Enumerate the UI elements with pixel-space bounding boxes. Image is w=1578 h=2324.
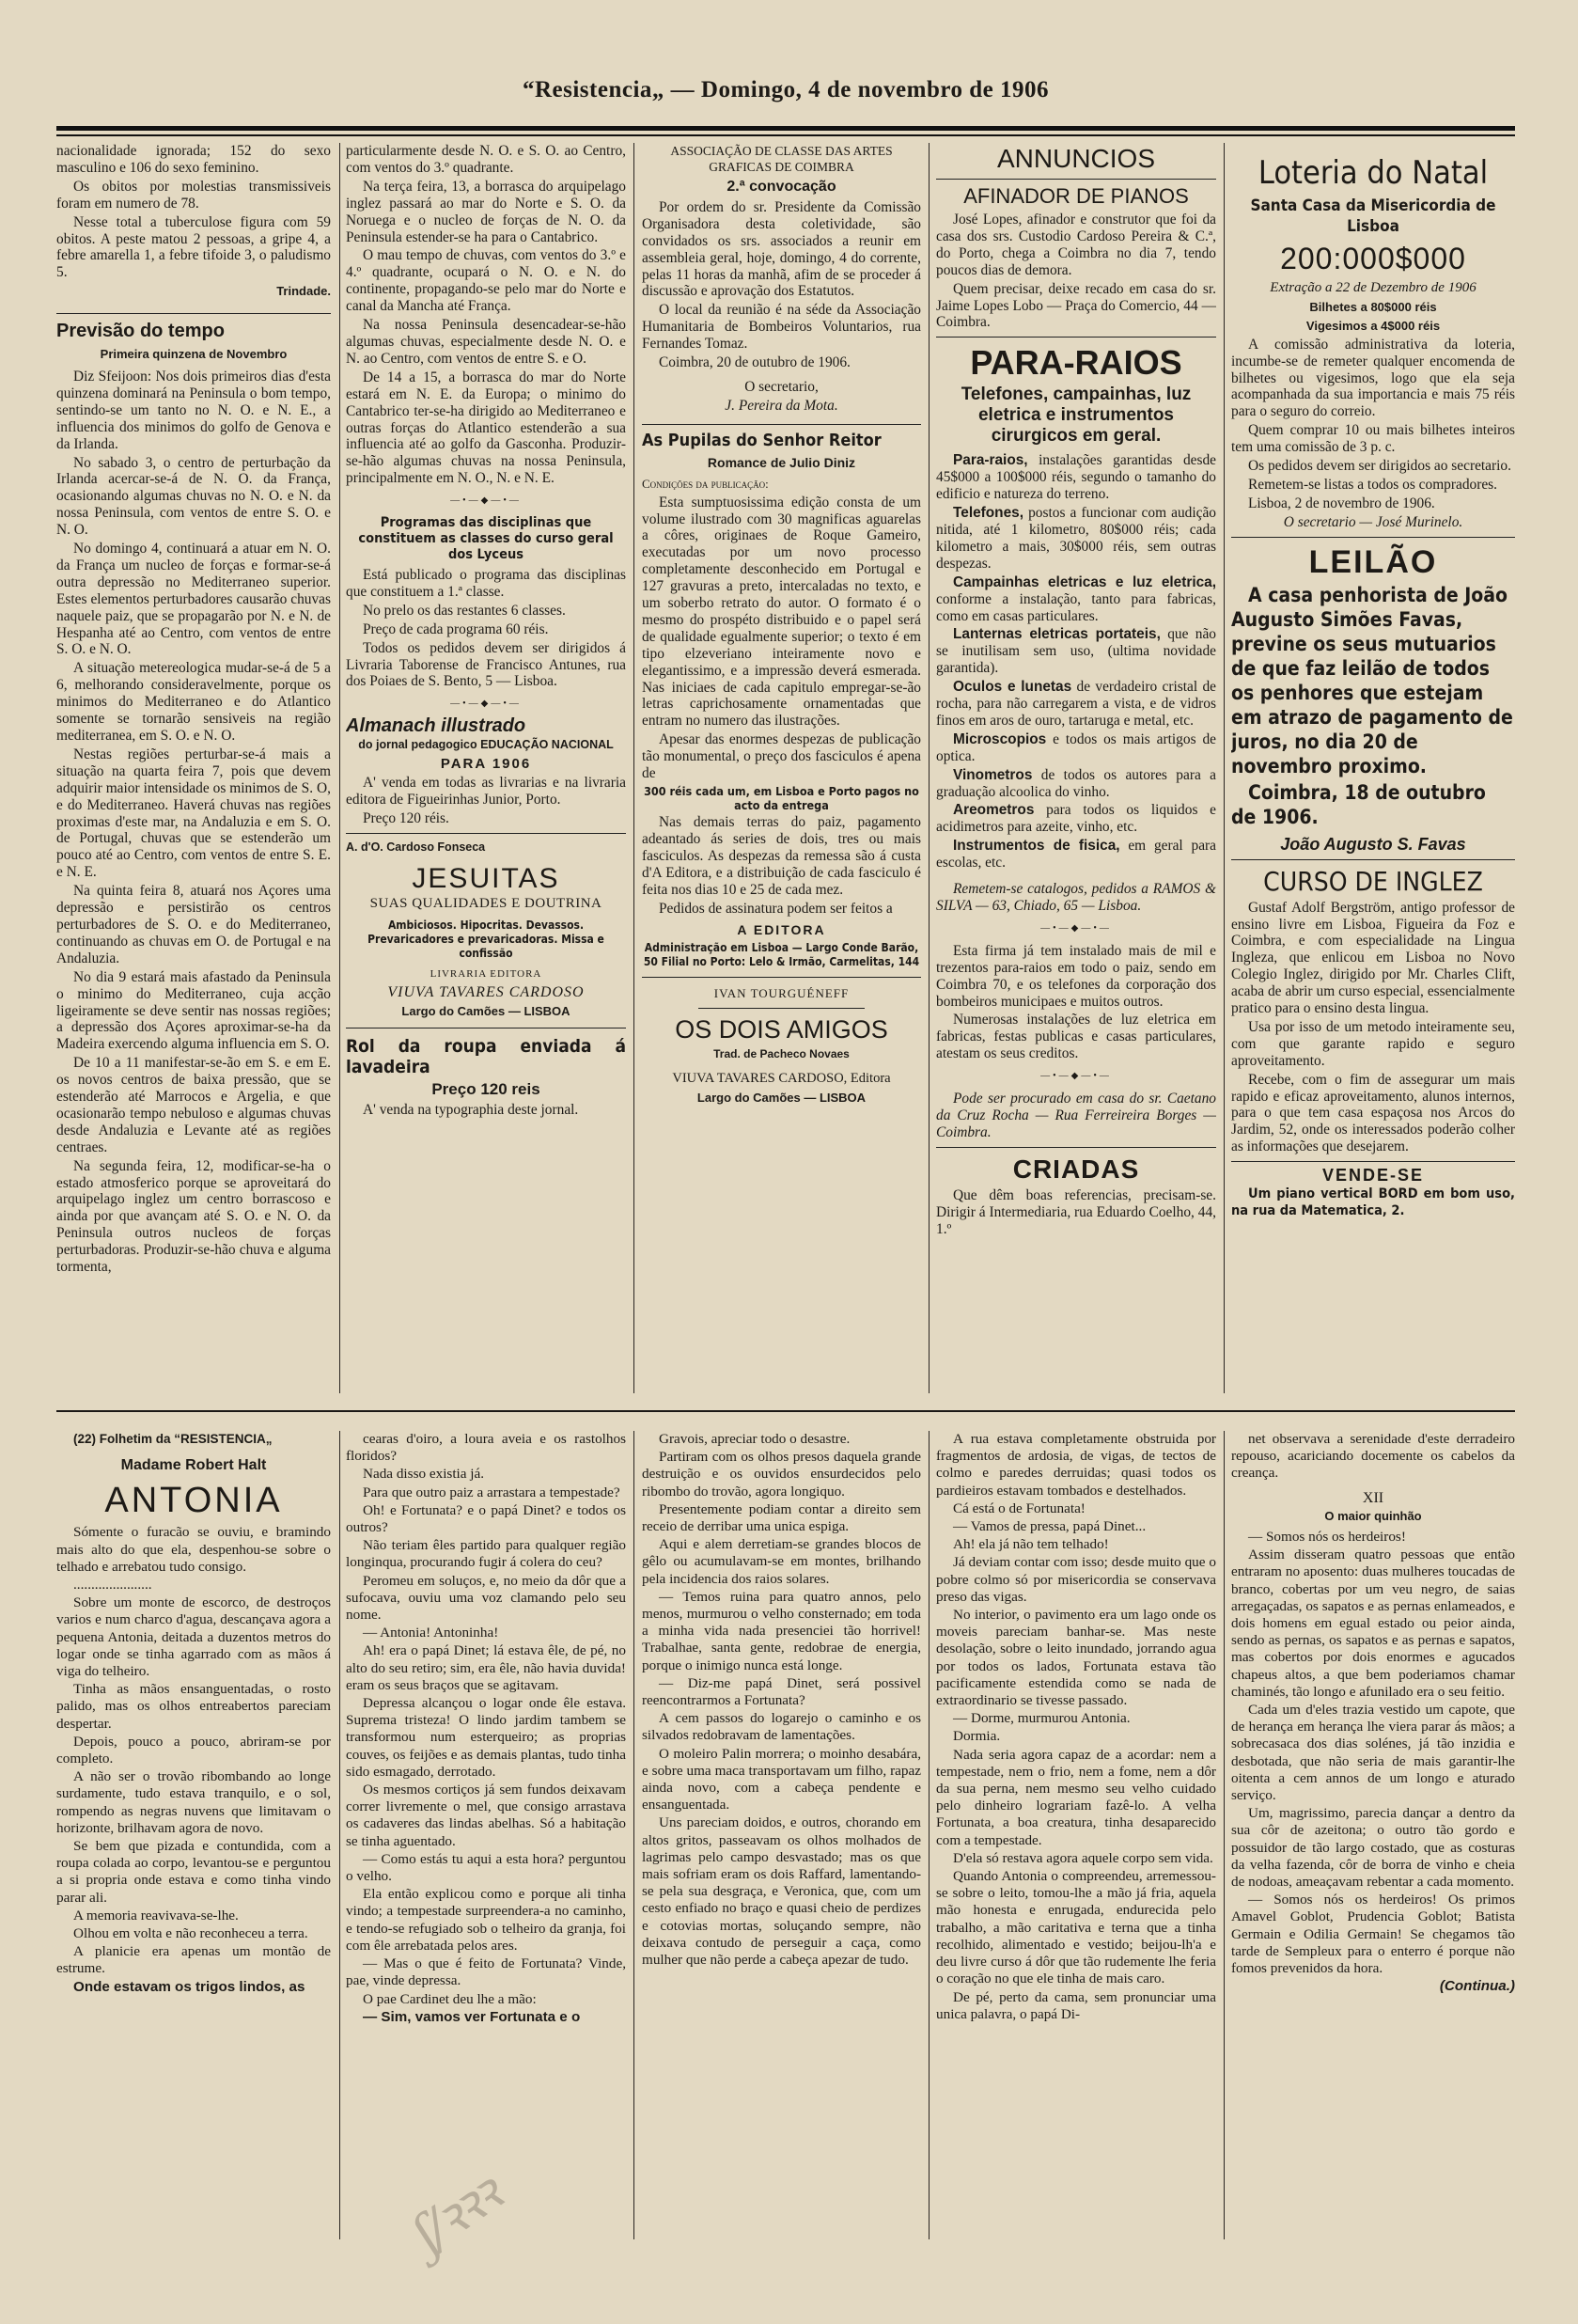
pararaios-title: PARA-RAIOS [970, 343, 1182, 383]
assoc-paragraph: Coimbra, 20 de outubro de 1906. [659, 354, 851, 371]
vende-text: Um piano vertical BORD em bom uso, na rua da Matematica, 2. [1231, 1186, 1515, 1218]
folhetim-label [56, 1431, 331, 1448]
assoc-secretary: O secretario, [744, 378, 819, 395]
folhetim-paragraph: Tinha as mãos ensanguentadas, o rosto palido, mas os olhos entreabertos pareciam despertar. [56, 1681, 331, 1732]
forecast-paragraph: A situação metereologica mudar-se-á de 5 a 6, melhorando consideravelmente, porque os minimos do Mediterraneo e do Atlantico somente se tornarão sensiveis na região mediterranea, em S. O. e N. O. [56, 660, 331, 744]
column-divider [339, 1431, 340, 2239]
curso-paragraph: Gustaf Adolf Bergström, antigo professor de ensino livre em Lisboa, Figueira da Foz e Coimbra, e com especialidade na Lingua Ingleza, que enlicou em Lisboa no Novo Colegio Inglez, dirigido por Mr. Charles Clift, acaba de abrir um curso especial, essencialmente pratico para o ensino desta lingua. [1231, 899, 1515, 1017]
assoc-paragraph: Por ordem do sr. Presidente da Comissão Organisadora desta coletividade, são convidados os srs. associados a reunir em assembleia geral, hoje, domingo, 4 do corrente, pelas 11 horas da manhã, afim de se proceder á discussão e aprovação dos Estatutos. [642, 198, 921, 300]
chapter-title: O maior quinhão [1324, 1508, 1422, 1523]
folhetim-paragraph: A cem passos do logarejo o caminho e os silvados redobravam de lamentações. [642, 1710, 921, 1744]
item-value: para todos os liquidos e acidimetros para azeite, vinho, etc. [936, 802, 1216, 836]
item-key: Telefones, [953, 505, 1023, 522]
item-value: em geral para escolas, etc. [936, 838, 1216, 872]
divider [56, 313, 331, 314]
folhetim-paragraph: Aqui e alem derretiam-se grandes blocos de gêlo ou acumulavam-se em montes, brilhando pela incidencia dos raios solares. [642, 1536, 921, 1587]
leilao-title: LEILÃO [1308, 543, 1438, 580]
santa-casa: Santa Casa da Misericordia de Lisboa [1250, 196, 1496, 236]
folhetim-paragraph: Olhou em volta e não reconheceu a terra. [73, 1925, 308, 1942]
amigos-title: OS DOIS AMIGOS [675, 1015, 888, 1044]
jesuitas-tags: Ambiciosos. Hipocritas. Devassos. Prevaricadores e prevaricadoras. Missa e confissão [367, 918, 604, 960]
forecast-paragraph: O mau tempo de chuvas, com ventos do 3.º e 4.º quadrante, ocupará o N. O. e N. do continente, propagando-se pelo mar do Norte e canal da Mancha até França. [346, 247, 626, 315]
forecast-paragraph: Na segunda feira, 12, modificar-se-ha o estado atmosferico porque se aproveitará do arquipelago inglez um centro borrascoso e ainda por que avançam até S. O. e N. O. da Peninsula outros nucleos de forças perturbadoras. Produzir-se-hão chuva e alguma tormenta, [56, 1157, 331, 1276]
pupilas-paragraph: Apesar das enormes despezas de publicação tão monumental, o preço dos fasciculos é apena de [642, 731, 921, 782]
afinador-title: AFINADOR DE PIANOS [963, 184, 1189, 208]
item-value: de todos os autores para a graduação alcoolica do vinho. [936, 766, 1216, 800]
forecast-paragraph: Na quinta feira 8, atuará nos Açores uma depressão e persistirão os centros perturbadores de S. O. e do Mediterraneo, continuando as chuvas em O. de Portugal e na Andaluzia. [56, 883, 331, 966]
pararaios-item [936, 679, 1216, 730]
assoc-paragraph: O local da reunião é na séde da Associação Humanitaria de Bombeiros Voluntarios, rua Fernandes Tomaz. [642, 302, 921, 353]
folhetim-paragraph: Cá está o de Fortunata! [953, 1500, 1086, 1516]
assoc-title: ASSOCIAÇÃO DE CLASSE DAS ARTES GRAFICAS DE COIMBRA [670, 144, 893, 174]
folhetim-paragraph: — Como estás tu aqui a esta hora? perguntou o velho. [346, 1850, 626, 1885]
folhetim-paragraph: — Diz-me papá Dinet, será possivel reencontrarmos a Fortunata? [642, 1674, 921, 1709]
criadas-text: Que dêm boas referencias, precisam-se. Dirigir á Intermediaria, rua Eduardo Coelho, 44, 1.º [936, 1186, 1216, 1237]
folhetim-paragraph: A memoria reavivava-se-lhe. [73, 1907, 239, 1924]
remetem-text: Remetem-se catalogos, pedidos a RAMOS & SILVA — 63, Chiado, 65 — Lisboa. [936, 881, 1216, 914]
folhetim-paragraph: Ela então explicou como e porque ali tinha vindo; a tempestade surpreendera-a no caminho, e tendo-se refugiado sob o telheiro da granja, foi com êle arrebatada pelos ares. [346, 1886, 626, 1954]
item-value: e todos os mais artigos de optica. [936, 730, 1216, 764]
folhetim-paragraph: Uns pareciam doidos, e outros, chorando em altos gritos, passeavam os olhos molhados de lagrimas pelo campo desvastado; mas os que mais sofriam eram os dois Raffard, lamentando-se pela sua desgraça, e Veronica, que, com um cesto enfiado no braço e quasi cheio de perdizes e cotovias mortas, soluçando sempre, não deixava contudo de perseguir a caça, como mulher que não perde a cabeça apezar de tudo. [642, 1814, 921, 1969]
folhetim-paragraph: Sómente o furacão se ouviu, e bramindo mais alto do que ela, despenhou-se sobre o telhado e arrebatou tudo consigo. [56, 1524, 331, 1575]
procurado-text: Pode ser procurado em casa do sr. Caetano da Cruz Rocha — Rua Ferreireira Borges — Coimbra. [936, 1091, 1216, 1140]
chapter-number: XII [1362, 1489, 1384, 1506]
pararaios-item [936, 452, 1216, 503]
divider [642, 424, 921, 425]
programs-paragraph: Está publicado o programa das disciplinas que constituem a 1.ª classe. [346, 567, 626, 600]
folhetim-paragraph: — Vamos de pressa, papá Dinet... [953, 1518, 1147, 1535]
masthead-rule [56, 126, 1515, 131]
firma-paragraph: Esta firma já tem instalado mais de mil e trezentos para-raios em todo o paiz, sendo em Coimbra 70, e os telefones da corporação dos bombeiros municipaes e muitos outros. [936, 942, 1216, 1010]
curso-paragraph: Recebe, com o fim de assegurar um mais rapido e eficaz aproveitamento, alunos internos, para o que tem casa espaçosa nos Arcos do Jardim, 52, onde os interessados poderão colher as informações que desejarem. [1231, 1071, 1515, 1155]
folhetim-paragraph: Ah! ela já não tem telhado! [953, 1536, 1109, 1553]
pararaios-item [936, 731, 1216, 765]
folhetim-paragraph: — Antonia! Antoninha! [363, 1625, 499, 1641]
editora-address: Administração em Lisboa — Largo Conde Barão, 50 Filial no Porto: Lelo & Irmão, Carmelitas, 144 [643, 941, 920, 969]
pupilas-conditions: Condições da publicação: [642, 476, 769, 491]
divider [936, 179, 1216, 180]
pupilas-price: 300 réis cada um, em Lisboa e Porto pagos no acto da entrega [644, 784, 919, 812]
folhetim-paragraph: A não ser o trovão ribombando ao longe surdamente, tudo estava tranquilo, e o sol, rompendo as negras nuvens que limitavam o horizonte, brilhavam agora de novo. [56, 1768, 331, 1836]
column-2 [346, 143, 626, 1403]
vende-title: VENDE-SE [1321, 1166, 1425, 1186]
column-divider [929, 1431, 930, 2239]
divider [1231, 859, 1515, 860]
forecast-paragraph: Nestas regiões perturbar-se-á mais a situação na quarta feira 7, pois que devem adquirir maior intensidade os minimos de S. O, e do Mediterraneo. Haverá chuvas nas regiões proximas d'este mar, na Andaluzia e em S. O. de Portugal, chuvas que se estenderão um pouco até ao Centro, com ventos de entre S. E. e N. E. [56, 746, 331, 881]
folhetim-paragraph: — Somos nós os herdeiros! Os primos Amavel Goblot, Prudencia Goblot; Batista Germain e Odilia Germain! Se chegamos tão tarde de Sempleux para o enterro é porque não fomos prevenidos da hora. [1231, 1892, 1515, 1977]
pupilas-subtitle: Romance de Julio Diniz [707, 454, 856, 470]
folhetim-paragraph: Peromeu em soluços, e, no meio da dôr que a sufocava, ouviu uma voz clamando pelo seu nome. [346, 1572, 626, 1624]
folhetim-paragraph: Não teriam êles partido para qualquer região longinqua, procurando fugir á colera do ceu? [346, 1537, 626, 1571]
obit-line: Os obitos por molestias transmissiveis foram em numero de 78. [56, 178, 331, 212]
leilao-signature: João Augusto S. Favas [1280, 834, 1466, 854]
divider [1231, 537, 1515, 538]
folhetim-column-5 [1231, 1431, 1515, 2239]
folhetim-column-3 [642, 1431, 921, 2239]
editora-name: A EDITORA [737, 922, 826, 938]
folhetim-paragraph: — Somos nós os herdeiros! [1248, 1529, 1406, 1546]
folhetim-paragraph: Cada um d'eles trazia vestido um capote, que de herança em herança lhe viera parar ás mãos; a sobrecasaca dos dias solénes, já tão inzidia e desbotada, que não seria de mais garantir-lhe oitenta a cem annos de um longo e aturado serviço. [1231, 1702, 1515, 1804]
folhetim-paragraph: O pae Cardinet deu lhe a mão: [363, 1990, 537, 2007]
programs-paragraph: Preço de cada programa 60 réis. [363, 620, 549, 637]
masthead-rule-thin [56, 134, 1515, 136]
curso-title: CURSO DE INGLEZ [1263, 865, 1483, 897]
folhetim-column-4 [936, 1431, 1216, 2239]
folhetim-paragraph: net observava a serenidade d'este derradeiro repouso, acariciando docemente os cabelos da creança. [1231, 1431, 1515, 1482]
rol-text: A' venda na typographia deste jornal. [363, 1102, 579, 1119]
loteria-title: Loteria do Natal [1258, 154, 1489, 192]
assoc-subtitle: 2.ª convocação [727, 179, 836, 195]
curso-paragraph: Usa por isso de um metodo inteiramente seu, com que garante rapido e seguro aproveitamento. [1231, 1018, 1515, 1069]
folhetim-paragraph: Se bem que pizada e contundida, com a roupa colada ao corpo, levantou-se e perguntou a si propria onde estava e como tinha vindo parar ali. [56, 1838, 331, 1906]
folhetim-paragraph: Quando Antonia o compreendeu, arremessou-se sobre o leito, tomou-lhe a mão já fria, aquela mão honesta e enrugada, endurecida pelo trabalho, a mão caritativa e terna que a tinha recolhido, alimentado e vestido; beijou-lh'a e deu livre curso á dôr que tão rudemente lhe feria o coração no que ele tinha de mais caro. [936, 1868, 1216, 1987]
divider [642, 977, 921, 978]
folhetim-paragraph: Presentemente podiam contar a direito sem receio de derribar uma unica espiga. [642, 1500, 921, 1535]
forecast-paragraph: No sabado 3, o centro de perturbação da Irlanda acercar-se-á de N. O. da França, ocasionando algumas chuvas no N. O. e N. da nossa Peninsula, com ventos de entre S. O. e N. O. [56, 454, 331, 539]
loteria-signature: O secretario — José Murinelo. [1283, 513, 1463, 530]
item-key: Vinometros [953, 766, 1033, 783]
obit-line: Nesse total a tuberculose figura com 59 obitos. A peste matou 2 pessoas, a gripe 4, a febre amarella 1, a febre tifoide 3, o paludismo 5. [56, 213, 331, 281]
folhetim-rule [56, 1410, 1515, 1412]
almanach-title: Almanach illustrado [346, 715, 526, 737]
folhetim-paragraph: Depressa alcançou o logar onde êle estava. Suprema tristeza! O lindo jardim tambem se transformou num esterqueiro; as proprias couves, os feijões e as demais plantas, tudo tinha sido esmagado, derrotado. [346, 1695, 626, 1780]
item-value: de verdadeiro cristal de rocha, para não carregarem a vista, e de vidros finos em aros de ouro, tartaruga e metal, etc. [936, 679, 1216, 729]
forecast-paragraph: Na nossa Peninsula desencadear-se-hão algumas chuvas, especialmente desde N. O. e N. ao Centro, com ventos de entre S. e O. [346, 317, 626, 367]
folhetim-name: Folhetim da “RESISTENCIA„ [99, 1432, 273, 1446]
folhetim-paragraph: Onde estavam os trigos lindos, as [73, 1978, 305, 1995]
folhetim-number: (22) [73, 1432, 97, 1446]
rol-title: Rol da roupa enviada á lavadeira [346, 1036, 626, 1078]
forecast-paragraph: No dia 9 estará mais afastado da Peninsula o minimo do Mediterraneo, cuja acção ligeiramente se deve sentir nas nossas regiões; a depressão dos Açores aproximar-se-ha da Madeira exercendo alguma influencia em S. O. [56, 968, 331, 1053]
folhetim-paragraph: Nada disso existia já. [363, 1466, 485, 1483]
pupilas-paragraph: Esta sumptuosissima edição consta de um volume ilustrado com 30 magnificas aguarelas a côres, originaes de Roque Gameiro, executadas por um novo processo completamente desconhecido em Portugal e 127 gravuras a preto, intercaladas no texto, e um soberbo retrato do autor. O formato é o mesmo do prospéto distribuido e o papel será de qualidade egualmente superior; o texto é em tipo elzeveriano inteiramente novo e elegantissimo, e a impressão deverá esmerada. Nas iniciaes de cada capitulo empregar-se-ão letras caprichosamente ornamentadas que entram no numero das ilustrações. [642, 494, 921, 730]
column-divider [633, 143, 634, 1393]
folhetim-paragraph: Assim disseram quatro pessoas que então entraram no aposento: duas mulheres toucadas de branco, cobertas por um veu negro, de saias arregaçadas, os sapatos e as pernas enlameados, e dois homens em egual estado ou peior ainda, sendo as pernas, os sapatos e as pernas e sapatos, mas cobertos por dois enormes e agucados chapeus altos, a que bem poderiamos chamar chaminés, tão longo e afunilado era o seu feitio. [1231, 1547, 1515, 1700]
item-key: Lanternas eletricas portateis, [953, 626, 1161, 643]
item-key: Instrumentos de fisica, [953, 838, 1120, 855]
pararaios-item [936, 767, 1216, 801]
divider [1231, 1161, 1515, 1162]
column-5 [1231, 143, 1515, 1403]
divider [346, 833, 626, 834]
item-key: Oculos e lunetas [953, 679, 1072, 696]
continua-label: (Continua.) [1439, 1978, 1515, 1995]
folhetim-paragraph: De pé, perto da cama, sem pronunciar uma unica palavra, o papá Di- [936, 1988, 1216, 2022]
programs-paragraph: Todos os pedidos devem ser dirigidos á Livraria Taborense de Francisco Antunes, rua dos Poiaes de S. Bento, 5 — Lisboa. [346, 639, 626, 690]
ivan-author: IVAN TOURGUÉNEFF [713, 986, 850, 1001]
leilao-date: Coimbra, 18 de outubro de 1906. [1231, 780, 1486, 828]
almanach-subtitle: do jornal pedagogico EDUCAÇÃO NACIONAL [358, 738, 614, 752]
loteria-paragraph: Quem comprar 10 ou mais bilhetes inteiros tem uma comissão de 3 p. c. [1231, 422, 1515, 456]
item-key: Campainhas eletricas e luz eletrica, [953, 573, 1216, 590]
loteria-vigesimos: Vigesimos a 4$000 réis [1305, 318, 1441, 333]
pararaios-item [936, 574, 1216, 625]
folhetim-paragraph: cearas d'oiro, a loura aveia e os rastolhos floridos? [346, 1431, 626, 1465]
pupilas-paragraph: Nas demais terras do paiz, pagamento adeantado ás series de dois, tres ou mais fasciculos. As despezas da remessa são á custa d'A Editora, e a distribuição de cada fasciculo é feita nos dias 10 e 25 de cada mez. [642, 814, 921, 898]
forecast-paragraph: Na terça feira, 13, a borrasca do arquipelago inglez passará ao mar do Norte e S. O. da Noruega e o nucleo de forças de N. O. da Peninsula estender-se ha para o Cantabrico. [346, 178, 626, 245]
folhetim-paragraph: Depois, pouco a pouco, abriram-se por completo. [56, 1733, 331, 1767]
publisher-name: VIUVA TAVARES CARDOSO [387, 984, 585, 1001]
jesuitas-subtitle: SUAS QUALIDADES E DOUTRINA [369, 895, 602, 911]
author-name: A. d'O. Cardoso Fonseca [346, 840, 486, 854]
folhetim-paragraph: ...................... [73, 1577, 152, 1594]
pupilas-paragraph: Pedidos de assinatura podem ser feitos a [659, 900, 893, 917]
folhetim-paragraph: Ah! era o papá Dinet; lá estava êle, de pé, no alto do seu retiro; sim, era êle, não havia duvida! eram os seus braços que se agitavam. [346, 1642, 626, 1693]
amigos-address: Largo do Camões — LISBOA [696, 1091, 867, 1106]
folhetim-paragraph: — Mas o que é feito de Fortunata? Vinde, pae, vinde depressa. [346, 1955, 626, 1989]
folhetim-paragraph: Um, magrissimo, parecia dançar a dentro da sua côr de azeitona; o outro tão gordo e possuidor de tão largo costado, que as costuras da velha fazenda, côr de borra de vinho e cheia de nodoas, ameaçavam rebentar a cada momento. [1231, 1805, 1515, 1891]
folhetim-paragraph: — Sim, vamos ver Fortunata e o [363, 2008, 581, 2025]
forecast-subtitle: Primeira quinzena de Novembro [100, 347, 288, 362]
folhetim-paragraph: Sobre um monte de escorco, de destroços varios e num charco d'agua, descançava agora a pequena Antonia, deitada a duzentos metros do logar onde se tinha agarrado com as mãos á viga do telheiro. [56, 1594, 331, 1680]
item-value: instalações garantidas desde 45$000 a 100$000 réis, segundo o tamanho do edificio e natureza do terreno. [936, 452, 1216, 503]
forecast-paragraph: No domingo 4, continuará a atuar em N. O. da França um nucleo de forças e formar-se-á outra depressão no Mediterraneo superior. Estes elementos perturbadores causarão chuvas naquele paiz, que se propagarão por N. e N. de Hespanha até ao Centro, com ventos de entre S. O. e N. O. [56, 541, 331, 658]
forecast-paragraph: particularmente desde N. O. e S. O. ao Centro, com ventos do 3.º quadrante. [346, 143, 626, 176]
folhetim-column-1 [56, 1431, 331, 2239]
leilao-text: A casa penhorista de João Augusto Simões Favas, previne os seus mutuarios de que faz leilão de todos os penhores que estejam em atrazo de pagamento de juros, no dia 20 de novembro proximo. [1231, 583, 1513, 777]
loteria-paragraph: Os pedidos devem ser dirigidos ao secretario. [1248, 458, 1511, 475]
pararaios-item [936, 802, 1216, 836]
divider [936, 337, 1216, 338]
column-divider [1224, 1431, 1225, 2239]
folhetim-paragraph: O moleiro Palin morrera; o moinho desabára, e sobre uma maca transportavam um filho, rapaz ainda novo, com a cabeça pendente e ensanguentada. [642, 1745, 921, 1814]
folhetim-paragraph: No interior, o pavimento era um lago onde os moveis pareciam banhar-se. Mas neste desolação, sobre o leito inundado, jorrando agua por todos os lados, Fortunata estava tão pacificamente estendida como se nada de extraordinario se tivesse passado. [936, 1607, 1216, 1709]
item-value: conforme a instalação, tanto para fabricas, como em casas particulares. [936, 590, 1216, 624]
obit-line: nacionalidade ignorada; 152 do sexo masculino e 106 do sexo feminino. [56, 143, 331, 176]
column-divider [339, 143, 340, 1393]
folhetim-paragraph: Os mesmos cortiços já sem fundos deixavam correr livremente o mel, que consigo arrastava os cadaveres das lindas abelhas. Só a habitação se tinha aguentado. [346, 1782, 626, 1849]
item-key: Para-raios, [953, 452, 1028, 469]
publisher-label: LIVRARIA EDITORA [430, 967, 542, 980]
forecast-paragraph: De 14 a 15, a borrasca do mar do Norte estará em N. E. da Europa; o minimo do Cantabrico ter-se-ha dirigido ao Mediterraneo e outras forças do Atlantico estenderão a sua influencia até ao golfo da Gasconha. Produzir-se-hão algumas chuvas na nossa Peninsula, principalmente em N. O., N. e N. E. [346, 369, 626, 487]
ornament-divider: —•—◆—•— [1040, 922, 1112, 934]
item-value: postos a funcionar com audição nitida, até 1 kilometro, 80$000 réis; cada kilometro a mais, 30$000 réis, sem outras despezas. [936, 505, 1216, 572]
rol-price: Preço 120 reis [431, 1080, 540, 1099]
folhetim-paragraph: — Temos ruina para quatro annos, pelo menos, murmurou o velho consternado; em toda a minha vida nada presenciei tão horrivel! Trabalhae, santa gente, redobrae de energia, porque o inimigo nunca está longe. [642, 1588, 921, 1673]
loteria-paragraph: Lisboa, 2 de novembro de 1906. [1248, 495, 1435, 511]
loteria-paragraph: Remetem-se listas a todos os compradores. [1248, 476, 1497, 493]
folhetim-paragraph: — Dorme, murmurou Antonia. [953, 1710, 1131, 1727]
pararaios-item [936, 626, 1216, 677]
ornament-divider: —•—◆—•— [450, 495, 522, 507]
column-3 [642, 143, 921, 1403]
folhetim-paragraph: A planicie era apenas um montão de estrume. [56, 1943, 331, 1977]
loteria-prize: 200:000$000 [1280, 242, 1466, 275]
pararaios-subtitle: Telefones, campainhas, luz eletrica e instrumentos cirurgicos em geral. [961, 385, 1192, 447]
folhetim-title: ANTONIA [104, 1481, 283, 1521]
item-key: Microscopios [953, 730, 1047, 747]
folhetim-paragraph: Partiram com os olhos presos daquela grande destruição e os ouvidos ensurdecidos pelo ribombo do trovão, agora longiquo. [642, 1449, 921, 1500]
afinador-paragraph: Quem precisar, deixe recado em casa do sr. Jaime Lopes Lobo — Praça do Comercio, 44 — Coimbra. [936, 280, 1216, 331]
column-divider [1224, 143, 1225, 1393]
folhetim-paragraph: D'ela só restava agora aquele corpo sem vida. [953, 1849, 1213, 1866]
folhetim-paragraph: Dormia. [953, 1728, 1001, 1745]
handwritten-mark: ʃ/ꝛꝛꝛ [402, 2164, 510, 2266]
pupilas-title: As Pupilas do Senhor Reitor [642, 430, 882, 450]
ornament-divider: —•—◆—•— [450, 699, 522, 710]
programs-title: Programas das disciplinas que constituem as classes do curso geral dos Lyceus [358, 515, 614, 563]
programs-paragraph: No prelo os das restantes 6 classes. [363, 602, 566, 619]
assoc-signature: J. Pereira da Mota. [725, 397, 838, 414]
obit-signature: Trindade. [276, 284, 331, 299]
item-value: que não se inutilisam sem uso, (ultima novidade garantida). [936, 626, 1216, 677]
amigos-translator: Trad. de Pacheco Novaes [713, 1047, 850, 1061]
forecast-paragraph: Diz Sfeijoon: Nos dois primeiros dias d'esta quinzena dominará na Peninsula o bom tempo, sentindo-se um tanto no N. O. e N. E., a influencia dos minimos do golfo de Genova e da Irlanda. [56, 368, 331, 452]
forecast-title: Previsão do tempo [56, 321, 225, 342]
divider [346, 1028, 626, 1029]
item-key: Areometros [953, 802, 1035, 819]
almanach-price: Preço 120 réis. [363, 809, 449, 826]
column-4 [936, 143, 1216, 1403]
pararaios-item [936, 505, 1216, 573]
publisher-address: Largo do Camões — LISBOA [401, 1004, 570, 1019]
folhetim-paragraph: Nada seria agora capaz de a acordar: nem a tempestade, nem o frio, nem a fome, nem a dôr da sua perna, nem mesmo seu velho cuidado pelo dinheiro lograriam fazê-lo. A velha Fortunata, a boa creatura, tinha desaparecido com a tempestade. [936, 1746, 1216, 1848]
masthead-title: “Resistencia„ — Domingo, 4 de novembro de 1906 [522, 77, 1050, 102]
amigos-editor: VIUVA TAVARES CARDOSO, Editora [672, 1071, 891, 1087]
divider [698, 1008, 865, 1009]
loteria-paragraph: A comissão administrativa da loteria, incumbe-se de remeter qualquer encomenda de bilhetes ou vigesimos, logo que ela seja acompanhada da sua importancia e mais 75 réis para o seguro do correio. [1231, 336, 1515, 420]
column-divider [929, 143, 930, 1393]
folhetim-paragraph: A rua estava completamente obstruida por fragmentos de ardosia, de vigas, de tectos de colmo e paredes derruidas; quasi todos os pardieiros estavam tombados e destelhados. [936, 1431, 1216, 1499]
folhetim-paragraph: Para que outro paiz a arrastara a tempestade? [363, 1484, 620, 1500]
almanach-text: A' venda em todas as livrarias e na livraria editora de Figueirinhas Junior, Porto. [346, 775, 626, 808]
pararaios-item [936, 838, 1216, 872]
loteria-extraction: Extração a 22 de Dezembro de 1906 [1270, 280, 1476, 295]
firma-paragraph: Numerosas instalações de luz eletrica em fabricas, festas publicas e casas particulares, atestam os seus creditos. [936, 1012, 1216, 1062]
folhetim-paragraph: Oh! e Fortunata? e o papá Dinet? e todos os outros? [346, 1501, 626, 1536]
annuncios-header: ANNUNCIOS [996, 144, 1155, 173]
folhetim-paragraph: Já deviam contar com isso; desde muito que o pobre colmo só por misericordia se conservava preso das vigas. [936, 1554, 1216, 1605]
criadas-title: CRIADAS [1012, 1154, 1140, 1184]
folhetim-paragraph: Gravois, apreciar todo o desastre. [659, 1431, 851, 1447]
almanach-year: PARA 1906 [440, 756, 532, 773]
jesuitas-title: JESUITAS [412, 862, 560, 894]
afinador-paragraph: José Lopes, afinador e construtor que foi da casa dos srs. Custodio Cardoso Pereira & C.ª, do Porto, chega a Coimbra no dia 7, tendo poucos dias de demora. [936, 212, 1216, 278]
forecast-paragraph: De 10 a 11 manifestar-se-ão em S. e em E. os novos centros de baixa pressão, que se estenderão até Marrocos e Argelia, e que ocasionarão tempo nebuloso e algumas chuvas desde Andaluzia e Levante até as regiões centraes. [56, 1055, 331, 1155]
divider [936, 1147, 1216, 1148]
folhetim-author: Madame Robert Halt [120, 1457, 267, 1474]
loteria-bilhetes: Bilhetes a 80$000 réis [1309, 299, 1437, 314]
ornament-divider: —•—◆—•— [1040, 1071, 1112, 1082]
column-1 [56, 143, 331, 1403]
